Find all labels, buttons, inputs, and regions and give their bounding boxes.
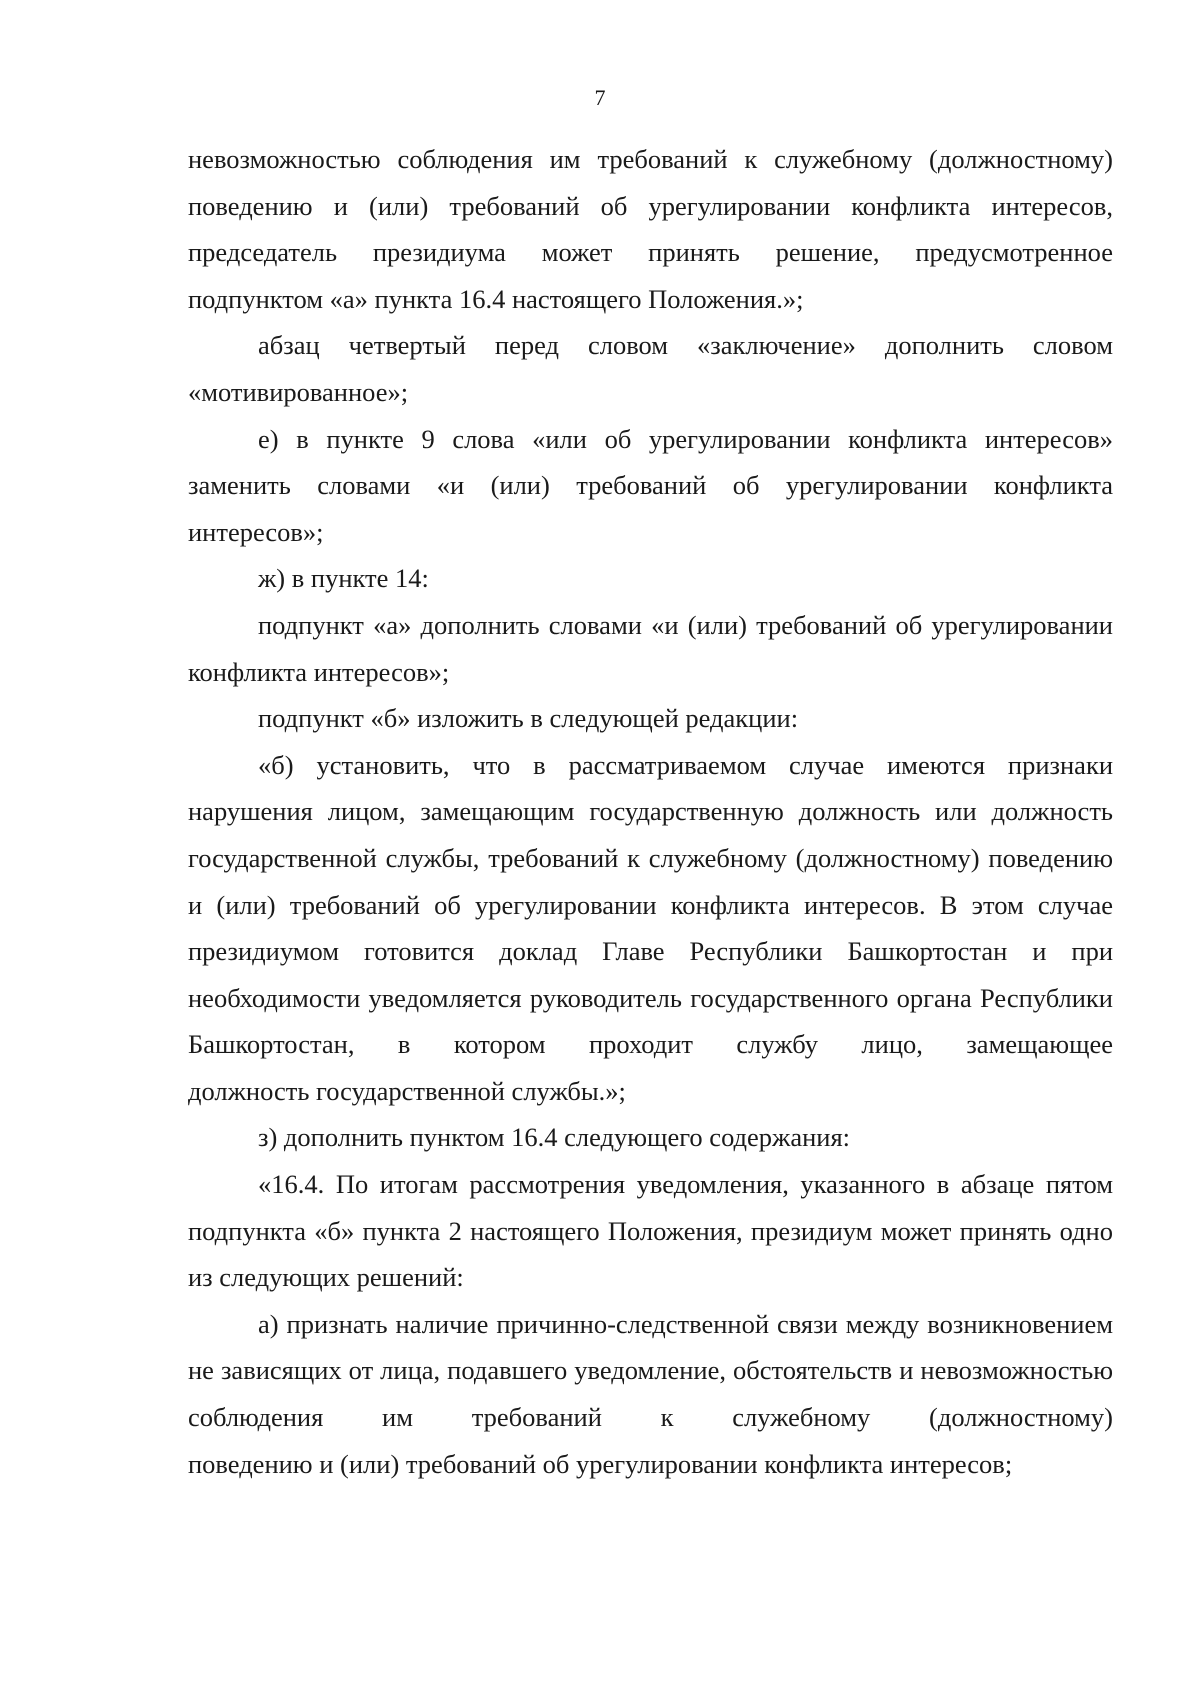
paragraph-7 (188, 742, 1113, 1115)
paragraph-9-last-line: из следующих решений: (188, 1262, 464, 1293)
paragraph-9 (188, 1161, 1113, 1301)
paragraph-7-main: «б) установить, что в рассматриваемом случае имеются признаки нарушения лицом, замещающим государственную должность или должность государственной службы, требований к служебному (должностному) поведению и (или) требований об урегулировании конфликта интересов. В этом случае президиумом готовится доклад Главе Республики Башкортостан и при необходимости уведомляется руководитель государственного органа Республики Башкортостан, в котором проходит службу лицо, замещающее (188, 749, 1113, 1060)
paragraph-8 (188, 1114, 1113, 1161)
paragraph-3-last-line: интересов»; (188, 516, 324, 547)
paragraph-10 (188, 1301, 1113, 1487)
paragraph-2-last-line: «мотивированное»; (188, 376, 409, 407)
paragraph-10-main: а) признать наличие причинно-следственной связи между возникновением не зависящих от лица, подавшего уведомление, обстоятельств и невозможностью соблюдения им требований к служебному (должностному) (188, 1308, 1113, 1433)
paragraph-1 (188, 136, 1113, 322)
paragraph-1-last-line: подпунктом «а» пункта 16.4 настоящего Положения.»; (188, 283, 804, 314)
paragraph-9-main: «16.4. По итогам рассмотрения уведомления, указанного в абзаце пятом подпункта «б» пункта 2 настоящего Положения, президиум может принять одно (188, 1169, 1113, 1246)
page-number: 7 (594, 85, 606, 110)
paragraph-6 (188, 695, 1113, 742)
paragraph-5 (188, 602, 1113, 695)
paragraph-2 (188, 322, 1113, 415)
paragraph-2-main: абзац четвертый перед словом «заключение» дополнить словом (258, 330, 1113, 361)
paragraph-3 (188, 416, 1113, 556)
paragraph-10-last-line: поведению и (или) требований об урегулировании конфликта интересов; (188, 1448, 1013, 1479)
paragraph-5-last-line: конфликта интересов»; (188, 656, 450, 687)
paragraph-1-main: невозможностью соблюдения им требований к служебному (должностному) поведению и (или) требований об урегулировании конфликта интересов, председатель президиума может принять решение, предусмотренное (188, 144, 1113, 268)
paragraph-4-text: ж) в пункте 14: (258, 563, 429, 594)
paragraph-6-text: подпункт «б» изложить в следующей редакции: (258, 703, 799, 734)
paragraph-7-last-line: должность государственной службы.»; (188, 1075, 626, 1106)
paragraph-3-main: е) в пункте 9 слова «или об урегулировании конфликта интересов» заменить словами «и (или) требований об урегулировании конфликта (188, 423, 1113, 501)
paragraph-4 (188, 555, 1113, 602)
document-body (188, 136, 1113, 1487)
paragraph-5-main: подпункт «а» дополнить словами «и (или) требований об урегулировании (258, 609, 1113, 640)
paragraph-8-text: з) дополнить пунктом 16.4 следующего содержания: (258, 1122, 851, 1153)
